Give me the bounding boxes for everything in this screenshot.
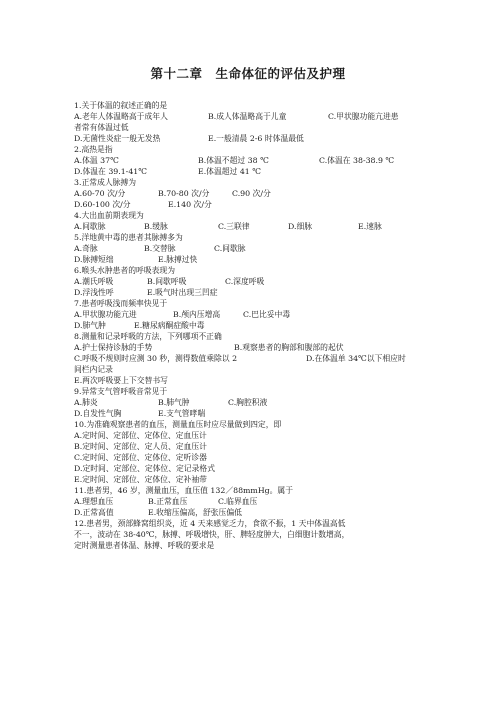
option-c: C.呼吸不规则时应测 30 秒，测得数值乘除以 2	[74, 354, 238, 363]
option-a: A.定时间、定部位、定体位、定血压计	[74, 431, 207, 440]
question-stem: 10.为准确观察患者的血压，测量血压时应尽量做到四定，即	[74, 420, 282, 429]
option-d: D.体温在 39.1-41℃	[74, 167, 147, 176]
text-line	[74, 210, 424, 221]
option-c: C.临界血压	[218, 497, 258, 506]
text-line	[74, 199, 424, 210]
text-line	[74, 166, 424, 177]
option-c: C.90 次/分	[232, 189, 271, 198]
text-line	[74, 276, 424, 287]
text-line	[74, 100, 424, 111]
question-stem: 5.洋地黄中毒的患者其脉搏多为	[74, 233, 183, 242]
option-e: E.定时间、定部位、定体位、定补袖带	[74, 475, 207, 484]
option-b: B.颅内压增高	[173, 310, 221, 319]
text-line	[74, 419, 424, 430]
option-b: B.正常血压	[148, 497, 188, 506]
option-c: C.间歇脉	[214, 244, 246, 253]
question-list	[74, 100, 424, 551]
text-segment: 间栏内记录	[74, 365, 113, 374]
option-a: A.肺炎	[74, 398, 98, 407]
text-line	[74, 364, 424, 375]
text-line	[74, 496, 424, 507]
option-a: A.间歇脉	[74, 222, 106, 231]
option-e: E.两次呼吸要上下交替书写	[74, 376, 168, 385]
option-d: D.无菌性炎症一般无发热	[74, 134, 161, 143]
question-stem: 4.大出血前期表现为	[74, 211, 144, 220]
text-line	[74, 221, 424, 232]
option-c: C.定时间、定部位、定体位、定听诊器	[74, 453, 207, 462]
text-line	[74, 386, 424, 397]
text-line	[74, 133, 424, 144]
option-c: C.深度呼吸	[225, 277, 265, 286]
text-segment: 者常有体温过低	[74, 123, 129, 132]
text-line	[74, 111, 424, 122]
page-title: 第十二章 生命体征的评估及护理	[150, 66, 346, 81]
text-line	[74, 122, 424, 133]
option-d: D.肺气肿	[74, 321, 106, 330]
option-d: D.浮浅性呼	[74, 288, 114, 297]
option-a: A.潮氏呼吸	[74, 277, 114, 286]
option-d: D.自发性气胸	[74, 409, 122, 418]
option-a: A.60-70 次/分	[74, 189, 126, 198]
text-line	[74, 474, 424, 485]
question-stem: 12.患者男，颈部蜂窝组织炎，近 4 天来感觉乏力，食欲不振，1 天中体温高低	[74, 519, 346, 528]
option-b: B.交替脉	[144, 244, 176, 253]
text-line	[74, 298, 424, 309]
option-a: A.体温 37℃	[74, 156, 119, 165]
text-line	[74, 441, 424, 452]
option-c: C.甲状腺功能亢进患	[328, 112, 399, 121]
text-line	[74, 287, 424, 298]
text-line	[74, 155, 424, 166]
question-stem: 3.正常成人脉搏为	[74, 178, 137, 187]
text-line	[74, 265, 424, 276]
option-d: D.脉搏短绌	[74, 255, 114, 264]
option-c: C.胸腔积液	[228, 398, 268, 407]
option-c: C.体温在 38-38.9 ℃	[319, 156, 395, 165]
option-e: E.140 次/分	[168, 200, 212, 209]
option-e: E.糖尿病酮症酸中毒	[134, 321, 205, 330]
text-line	[74, 232, 424, 243]
text-line	[74, 144, 424, 155]
option-b: B.70-80 次/分	[158, 189, 210, 198]
text-line	[74, 518, 424, 529]
option-a: A.老年人体温略高于成年人	[74, 112, 168, 121]
question-stem: 6.喉头水肿患者的呼吸表现为	[74, 266, 176, 275]
option-e: E.收缩压偏高，舒张压偏低	[148, 508, 242, 517]
option-a: A.护士保持诊脉的手势	[74, 343, 153, 352]
option-c: C.三联律	[218, 222, 250, 231]
option-b: B.成人体温略高于儿童	[208, 112, 287, 121]
text-segment: 1.关于体温的叙述正确的是	[74, 101, 168, 110]
text-line	[74, 309, 424, 320]
text-line	[74, 529, 424, 540]
question-stem: 9.异常支气管呼吸音常见于	[74, 387, 168, 396]
question-stem: 2.高热是指	[74, 145, 113, 154]
text-line	[74, 452, 424, 463]
option-e: E.体温超过 41 ℃	[198, 167, 261, 176]
option-b: B.体温不超过 38 ℃	[198, 156, 269, 165]
text-line	[74, 408, 424, 419]
option-d: D.正常高值	[74, 508, 114, 517]
option-e: E.速脉	[358, 222, 382, 231]
text-line	[74, 540, 424, 551]
option-e: E.脉搏过快	[158, 255, 198, 264]
option-b: B.间歇呼吸	[147, 277, 187, 286]
option-d: D.定时间、定部位、定体位、定记录格式	[74, 464, 215, 473]
option-a: A.奇脉	[74, 244, 98, 253]
option-c: C.巴比妥中毒	[243, 310, 291, 319]
text-line	[74, 375, 424, 386]
text-line	[74, 331, 424, 342]
option-b: B.观察患者的胸部和腹部的起伏	[234, 343, 344, 352]
option-d: D.细脉	[288, 222, 313, 231]
option-b: B.缓脉	[144, 222, 168, 231]
option-b: B.肺气肿	[158, 398, 190, 407]
text-line	[74, 485, 424, 496]
question-stem: 8.测量和记录呼吸的方法，下列哪项不正确	[74, 332, 222, 341]
option-e: E.支气管哮喘	[158, 409, 206, 418]
text-segment: 定时测量患者体温、脉搏、呼吸的要求是	[74, 541, 215, 550]
text-line	[74, 243, 424, 254]
text-line	[74, 177, 424, 188]
option-e: E.一般清晨 2-6 时体温最低	[208, 134, 304, 143]
text-line	[74, 430, 424, 441]
text-line	[74, 353, 424, 364]
option-a: A.理想血压	[74, 497, 114, 506]
text-line	[74, 463, 424, 474]
text-line	[74, 254, 424, 265]
text-line	[74, 507, 424, 518]
text-line	[74, 320, 424, 331]
text-segment: 不一，波动在 38-40℃，脉搏、呼吸增快，肝、脾轻度肿大，白细胞计数增高，	[74, 530, 350, 539]
question-stem: 7.患者呼吸浅而频率快见于	[74, 299, 168, 308]
option-d: D.在体温单 34℃以下相应时	[306, 354, 406, 363]
option-b: B.定时间、定部位、定人员、定血压计	[74, 442, 207, 451]
option-e: E.吸气时出现三凹症	[147, 288, 218, 297]
text-line	[74, 188, 424, 199]
question-stem: 11.患者男，46 岁，测量血压，血压值 132／88mmHg。属于	[74, 486, 293, 495]
text-line	[74, 397, 424, 408]
text-line	[74, 342, 424, 353]
option-d: D.60-100 次/分	[74, 200, 131, 209]
option-a: A.甲状腺功能亢进	[74, 310, 137, 319]
